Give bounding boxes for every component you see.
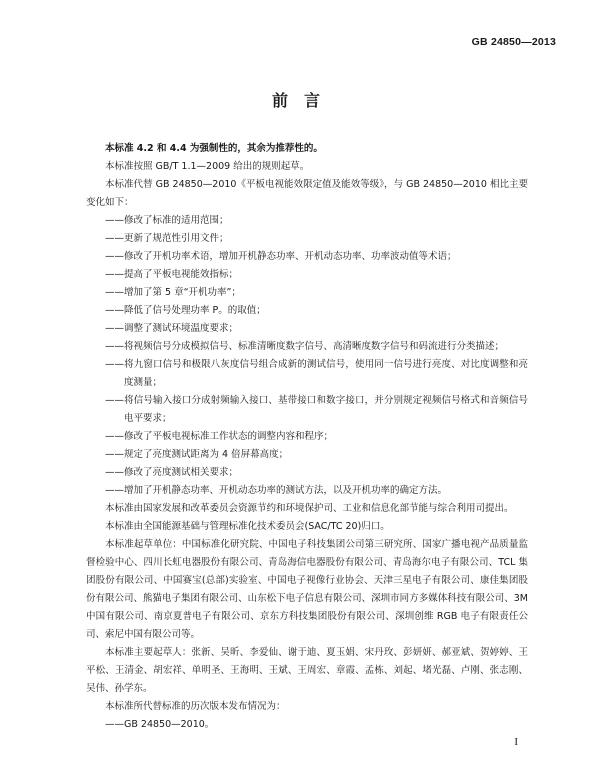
- paragraph-drafting-rules: 本标准按照 GB/T 1.1—2009 给出的规则起草。: [105, 161, 310, 172]
- list-item: ——规定了亮度测试距离为 4 倍屏幕高度；: [105, 449, 289, 460]
- paragraph-mandatory-clauses: [86, 140, 528, 158]
- paragraph-drafters: 本标准主要起草人：张新、吴昕、李爱仙、谢于迪、夏玉娟、宋丹玫、彭妍妍、郝亚斌、贺婷婷、王平松、王清金、胡宏祥、单明圣、王海明、王斌、王周宏、章霞、孟栋、刘起、堵光磊、卢刚、张志刚、吴伟、孙学东。: [86, 647, 528, 694]
- list-item: ——将信号输入接口分成射频输入接口、基带接口和数字接口，并分别规定视频信号格式和音频信号电平要求；: [105, 395, 528, 424]
- list-item: ——增加了开机静态功率、开机动态功率的测试方法，以及开机功率的确定方法。: [105, 485, 448, 496]
- list-item: ——修改了亮度测试相关要求；: [105, 467, 239, 478]
- paragraph-history-item: ——GB 24850—2010。: [105, 719, 215, 730]
- mandatory-clauses-text: 本标准 4.2 和 4.4 为强制性的，其余为推荐性的。: [105, 143, 323, 154]
- list-item: ——将九窗口信号和极限八灰度信号组合成新的测试信号，使用同一信号进行亮度、对比度调整和亮度测量；: [105, 359, 528, 388]
- page-number: I: [514, 736, 518, 748]
- paragraph-replacement: 本标准代替 GB 24850—2010《平板电视能效限定值及能效等级》，与 GB 24850—2010 相比主要变化如下：: [86, 179, 528, 208]
- changes-list: [86, 212, 528, 500]
- page-title: 前 言: [271, 91, 320, 110]
- list-item: ——调整了测试环境温度要求；: [105, 323, 239, 334]
- list-item: ——提高了平板电视能效指标；: [105, 269, 239, 280]
- list-item: ——修改了开机功率术语，增加开机静态功率、开机动态功率、功率波动值等术语；: [105, 251, 457, 262]
- paragraph-committee: 本标准由全国能源基础与管理标准化技术委员会(SAC/TC 20)归口。: [105, 521, 390, 532]
- document-code: GB 24850—2013: [471, 36, 556, 48]
- paragraph-drafting-units: 本标准起草单位：中国标准化研究院、中国电子科技集团公司第三研究所、国家广播电视产品质量监督检验中心、四川长虹电器股份有限公司、青岛海信电器股份有限公司、青岛海尔电子有限公司、TCL 集团股份有限公司、中国赛宝(总部)实验室、中国电子视像行业协会、天津三星电子有限公司、康佳集团股份有限公司、熊猫电子集团有限公司、山东松下电子信息有限公司、深圳市同方多媒体科技有限公司、3M 中国有限公司、南京夏普电子有限公司、京东方科技集团股份有限公司、深圳创维 RGB 电子有限责任公司、索尼中国有限公司等。: [86, 539, 528, 640]
- list-item: ——增加了第 5 章“开机功率”；: [105, 287, 241, 298]
- paragraph-proposer: 本标准由国家发展和改革委员会资源节约和环境保护司、工业和信息化部节能与综合利用司提出。: [105, 503, 514, 514]
- list-item: ——降低了信号处理功率 P。的取值；: [105, 305, 266, 316]
- document-body: [86, 140, 528, 734]
- paragraph-history: 本标准所代替标准的历次版本发布情况为：: [105, 701, 286, 712]
- list-item: ——更新了规范性引用文件；: [105, 233, 229, 244]
- list-item: ——修改了标准的适用范围；: [105, 215, 229, 226]
- list-item: ——修改了平板电视标准工作状态的调整内容和程序；: [105, 431, 334, 442]
- list-item: ——将视频信号分成模拟信号、标准清晰度数字信号、高清晰度数字信号和码流进行分类描述；: [105, 341, 505, 352]
